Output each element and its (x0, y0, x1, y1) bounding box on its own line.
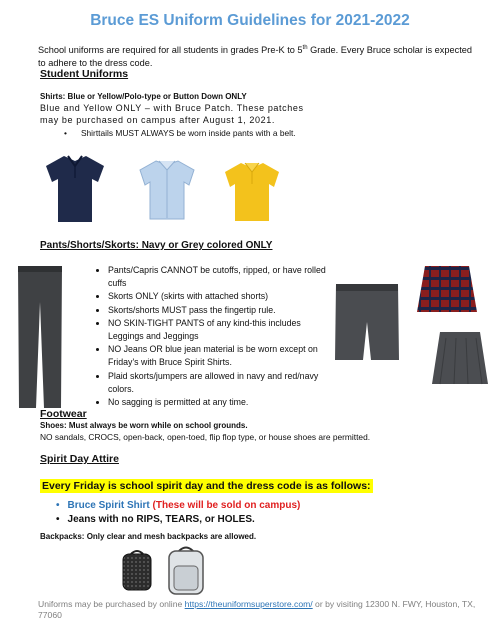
grey-shorts-icon (333, 280, 401, 364)
bullet-dot: • (56, 514, 60, 525)
spirit-day-heading: Spirit Day Attire (40, 453, 119, 465)
pants-heading: Pants/Shorts/Skorts: Navy or Grey colored ONLY (40, 240, 273, 251)
shirttail-text: Shirttails MUST ALWAYS be worn inside pants with a belt. (80, 128, 296, 138)
pants-rule-item: • Skorts ONLY (skirts with attached shorts) (108, 290, 332, 303)
intro-paragraph (38, 42, 478, 69)
clear-backpack-icon (164, 544, 208, 596)
mesh-backpack-icon (118, 548, 156, 592)
shirts-label: Shirts: Blue or Yellow/Polo-type or Button Down ONLY (40, 92, 247, 101)
intro-text: School uniforms are required for all students in grades Pre-K to 5 (38, 45, 303, 56)
footer-note (38, 599, 478, 621)
plaid-skort-icon (415, 264, 479, 314)
yellow-polo-shirt-icon (222, 160, 282, 224)
intro-text-end: Grade. Every Bruce scholar is expected to adhere to the dress code. (38, 45, 472, 68)
footwear-line-2: NO sandals, CROCS, open-back, open-toed, flip flop type, or house shoes are permitted. (40, 432, 371, 442)
pants-rule-item: • Skorts/shorts MUST pass the fingertip rule. (108, 304, 332, 317)
pants-rule-item: • Plaid skorts/jumpers are allowed in navy and red/navy colors. (108, 370, 332, 396)
grey-pants-icon (15, 262, 65, 412)
footwear-line-1: Shoes: Must always be worn while on school grounds. (40, 421, 248, 430)
uniform-store-link[interactable]: https://theuniformsuperstore.com/ (184, 599, 313, 609)
shirttail-bullet (64, 128, 296, 138)
pants-rule-item: • Pants/Capris CANNOT be cutoffs, ripped, or have rolled cuffs (108, 264, 332, 290)
pants-rule-item: • NO SKIN-TIGHT PANTS of any kind-this includes Leggings and Jeggings (108, 317, 332, 343)
patch-line-1: Blue and Yellow ONLY – with Bruce Patch. These patches (40, 103, 304, 113)
spirit-bullet-1 (56, 500, 300, 511)
pants-rule-item: • NO Jeans OR blue jean material is be worn except on Friday's with Bruce Spirit Shirts. (108, 343, 332, 369)
bullet-dot: • (56, 500, 60, 511)
intro-sup: th (302, 45, 308, 51)
student-uniforms-heading: Student Uniforms (40, 68, 129, 80)
spirit-shirt-text: Bruce Spirit Shirt (67, 500, 150, 511)
spirit-day-highlight (40, 476, 373, 494)
sold-on-campus-text: (These will be sold on campus) (152, 500, 301, 511)
page-title: Bruce ES Uniform Guidelines for 2021-2022 (90, 12, 410, 29)
patch-line-2: may be purchased on campus after August 1, 2021. (40, 115, 275, 125)
grey-pleated-skort-icon (430, 330, 490, 386)
footwear-heading: Footwear (40, 408, 87, 420)
jeans-rule-text: Jeans with no RIPS, TEARS, or HOLES. (67, 514, 255, 525)
pants-rule-item: • No sagging is permitted at any time. (108, 396, 332, 409)
light-blue-button-down-shirt-icon (136, 158, 198, 222)
spirit-bullet-2 (56, 514, 255, 525)
navy-polo-shirt-icon (42, 152, 108, 226)
footer-text-2: or by visiting 12300 N. FWY, Houston, TX, 77060 (38, 599, 476, 620)
footer-text-1: Uniforms may be purchased by online (38, 599, 185, 609)
backpacks-rule: Backpacks: Only clear and mesh backpacks are allowed. (40, 532, 257, 541)
bullet-dot: • (64, 128, 67, 138)
pants-rules-list (92, 264, 332, 409)
spirit-day-highlight-text: Every Friday is school spirit day and the dress code is as follows: (42, 480, 371, 492)
